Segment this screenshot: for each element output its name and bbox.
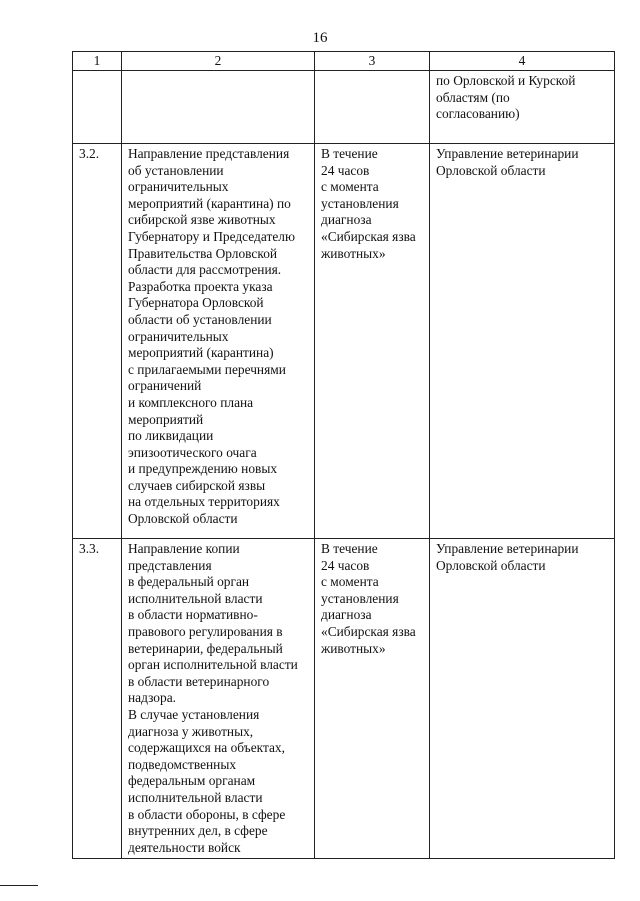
cell-term: В течение 24 часов с момента установления диагноза «Сибирская язва животных»	[315, 539, 430, 859]
header-col-3: 3	[315, 52, 430, 71]
cell-action: Направление копии представления в федеральный орган исполнительной власти в области нормативно- правового регулирования в ветеринарии, федеральный орган исполнительной власти в области ветеринарного надзора. В случае установления диагноза у животных, содержащихся на объектах, подведомственных федеральным органам исполнительной власти в области обороны, в сфере внутренних дел, в сфере деятельности войск	[122, 539, 315, 859]
margin-rule	[0, 885, 38, 886]
cell-term: В течение 24 часов с момента установления диагноза «Сибирская язва животных»	[315, 144, 430, 539]
header-col-2: 2	[122, 52, 315, 71]
cell-num: 3.3.	[73, 539, 122, 859]
table-row	[73, 539, 615, 859]
cell-action	[122, 71, 315, 144]
cell-responsible: по Орловской и Курской областям (по согласованию)	[430, 71, 615, 144]
header-col-1: 1	[73, 52, 122, 71]
header-col-4: 4	[430, 52, 615, 71]
table-row-continuation	[73, 71, 615, 144]
measures-table	[72, 51, 615, 859]
cell-term	[315, 71, 430, 144]
cell-responsible: Управление ветеринарии Орловской области	[430, 539, 615, 859]
cell-action: Направление представления об установлении ограничительных мероприятий (карантина) по сибирской язве животных Губернатору и Председателю Правительства Орловской области для рассмотрения. Разработка проекта указа Губернатора Орловской области об установлении ограничительных мероприятий (карантина) с прилагаемыми перечнями ограничений и комплексного плана мероприятий по ликвидации эпизоотического очага и предупреждению новых случаев сибирской язвы на отдельных территориях Орловской области	[122, 144, 315, 539]
cell-num: 3.2.	[73, 144, 122, 539]
header-row	[73, 52, 615, 71]
page-number: 16	[312, 30, 328, 46]
cell-responsible: Управление ветеринарии Орловской области	[430, 144, 615, 539]
table-row	[73, 144, 615, 539]
cell-num	[73, 71, 122, 144]
